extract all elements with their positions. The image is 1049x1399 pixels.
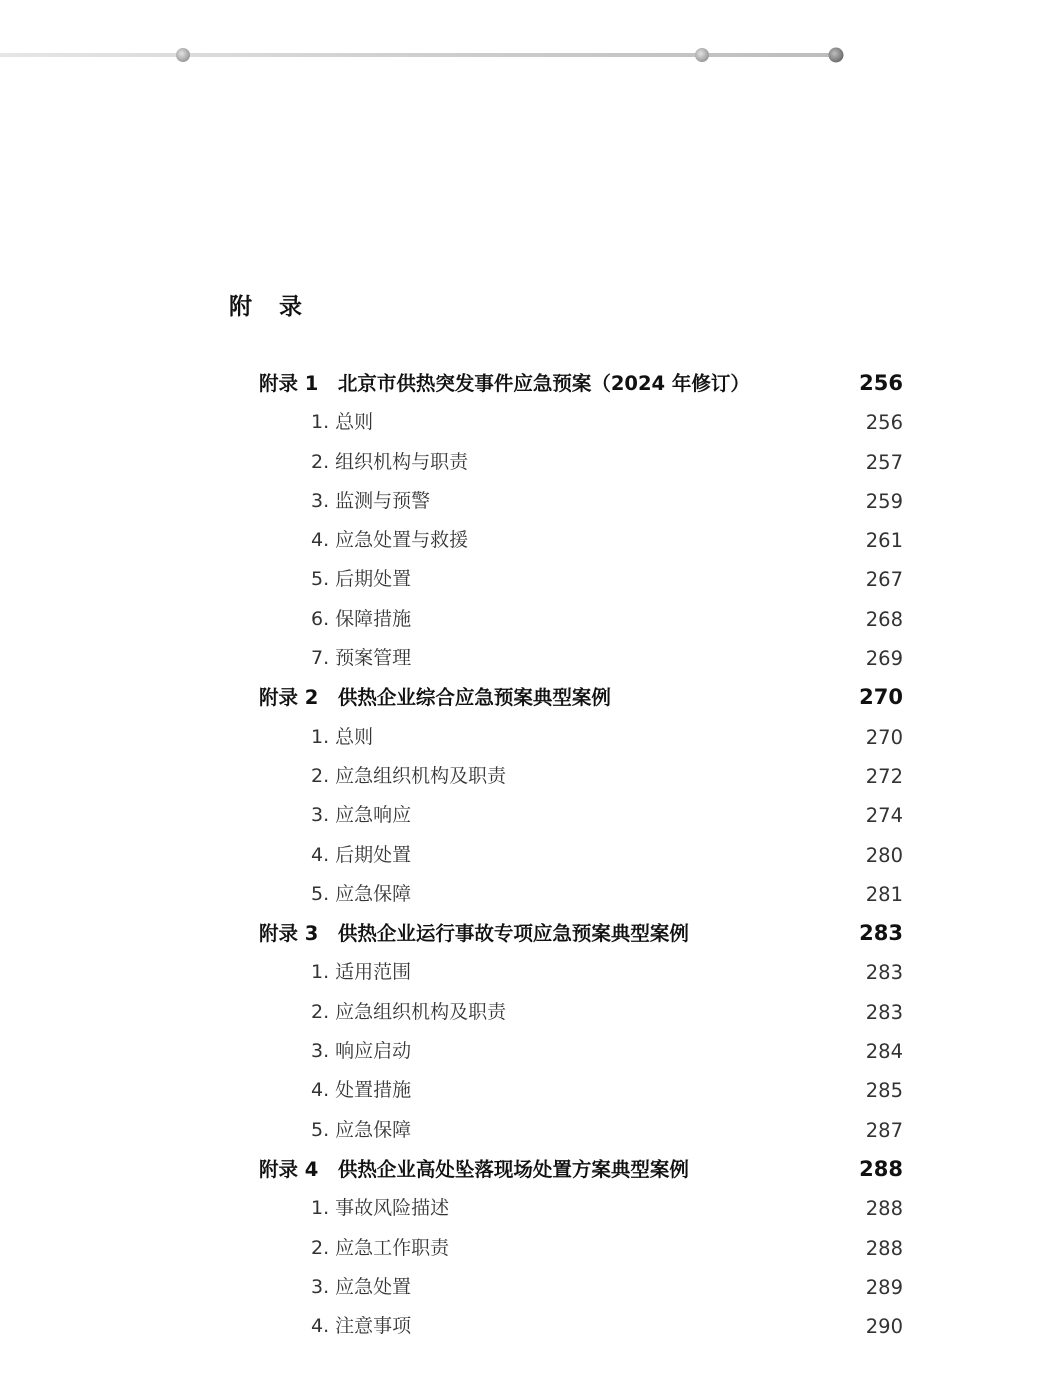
toc-subentry[interactable] <box>0 403 1049 442</box>
toc-entry-label: 5. 应急保障 <box>311 882 412 905</box>
toc-page-number: 280 <box>865 843 903 867</box>
toc-page-number: 281 <box>865 882 903 906</box>
toc-subentry[interactable] <box>0 718 1049 757</box>
toc-subentry[interactable] <box>0 993 1049 1032</box>
toc-subentry[interactable] <box>0 1032 1049 1071</box>
toc-page-number: 256 <box>865 411 903 435</box>
toc-entry-label: 1. 总则 <box>311 411 374 434</box>
toc-page-number: 290 <box>865 1315 903 1339</box>
toc-entry-label: 4. 处置措施 <box>311 1079 412 1102</box>
header-dot-right <box>829 48 844 63</box>
toc-subentry[interactable] <box>0 836 1049 875</box>
toc-subentry[interactable] <box>0 796 1049 835</box>
toc-page-number: 269 <box>865 647 903 671</box>
toc-subentry[interactable] <box>0 560 1049 599</box>
toc-entry-label: 4. 注意事项 <box>311 1315 412 1338</box>
toc-page-number: 288 <box>865 1236 903 1260</box>
toc-entry-label: 4. 应急处置与救援 <box>311 529 469 552</box>
toc-page-number: 284 <box>865 1040 903 1064</box>
toc-subentry[interactable] <box>0 443 1049 482</box>
toc-appendix-entry[interactable] <box>0 678 1049 717</box>
toc-entry-label: 1. 总则 <box>311 725 374 748</box>
header-dot-left <box>176 48 190 62</box>
toc-subentry[interactable] <box>0 1189 1049 1228</box>
toc-subentry[interactable] <box>0 757 1049 796</box>
section-title: 附 录 <box>229 294 304 320</box>
toc-page-number: 288 <box>859 1156 903 1181</box>
toc-entry-label: 附录 1 北京市供热突发事件应急预案（2024 年修订） <box>259 372 750 395</box>
toc-page-number: 288 <box>865 1197 903 1221</box>
toc-page-number: 270 <box>859 685 903 710</box>
toc-entry-label: 1. 事故风险描述 <box>311 1197 450 1220</box>
toc-subentry[interactable] <box>0 1111 1049 1150</box>
toc-entry-label: 1. 适用范围 <box>311 961 412 984</box>
toc-entry-label: 3. 应急响应 <box>311 804 412 827</box>
toc-entry-label: 3. 监测与预警 <box>311 489 431 512</box>
toc-subentry[interactable] <box>0 600 1049 639</box>
toc-entry-label: 2. 组织机构与职责 <box>311 450 469 473</box>
toc-page-number: 270 <box>865 725 903 749</box>
toc-entry-label: 5. 应急保障 <box>311 1118 412 1141</box>
toc-page-number: 267 <box>865 568 903 592</box>
toc-appendix-entry[interactable] <box>0 914 1049 953</box>
toc-page-number: 257 <box>865 450 903 474</box>
toc-entry-label: 3. 应急处置 <box>311 1275 412 1298</box>
toc-page-number: 283 <box>865 961 903 985</box>
toc-page-number: 283 <box>859 921 903 946</box>
toc-appendix-entry[interactable] <box>0 1150 1049 1189</box>
toc-subentry[interactable] <box>0 1071 1049 1110</box>
toc-page-number: 268 <box>865 607 903 631</box>
toc-page-number: 261 <box>865 529 903 553</box>
header-dot-middle <box>695 48 709 62</box>
toc-page-number: 283 <box>865 1000 903 1024</box>
toc-page-number: 272 <box>865 764 903 788</box>
header-decoration <box>0 0 1049 120</box>
toc-entry-label: 6. 保障措施 <box>311 607 412 630</box>
toc-subentry[interactable] <box>0 482 1049 521</box>
toc-entry-label: 3. 响应启动 <box>311 1040 412 1063</box>
toc-entry-label: 4. 后期处置 <box>311 843 412 866</box>
toc-entry-label: 5. 后期处置 <box>311 568 412 591</box>
toc-entry-label: 附录 3 供热企业运行事故专项应急预案典型案例 <box>259 922 689 946</box>
toc-entry-label: 附录 2 供热企业综合应急预案典型案例 <box>259 686 611 710</box>
toc-appendix-entry[interactable] <box>0 364 1049 403</box>
toc-page-number: 274 <box>865 804 903 828</box>
toc-entry-label: 2. 应急组织机构及职责 <box>311 1000 507 1023</box>
toc-page-number: 259 <box>865 489 903 513</box>
toc-subentry[interactable] <box>0 521 1049 560</box>
toc-subentry[interactable] <box>0 639 1049 678</box>
toc-entry-label: 2. 应急工作职责 <box>311 1236 450 1259</box>
toc-page-number: 285 <box>865 1079 903 1103</box>
toc-entry-label: 附录 4 供热企业高处坠落现场处置方案典型案例 <box>259 1157 689 1181</box>
toc-subentry[interactable] <box>0 1307 1049 1346</box>
toc-page-number: 287 <box>865 1118 903 1142</box>
toc-subentry[interactable] <box>0 875 1049 914</box>
toc-entry-label: 7. 预案管理 <box>311 647 412 670</box>
toc-page-number: 289 <box>865 1275 903 1299</box>
toc-subentry[interactable] <box>0 1268 1049 1307</box>
table-of-contents <box>0 364 1049 1346</box>
toc-entry-label: 2. 应急组织机构及职责 <box>311 764 507 787</box>
toc-page-number: 256 <box>859 371 903 395</box>
toc-subentry[interactable] <box>0 953 1049 992</box>
toc-subentry[interactable] <box>0 1229 1049 1268</box>
